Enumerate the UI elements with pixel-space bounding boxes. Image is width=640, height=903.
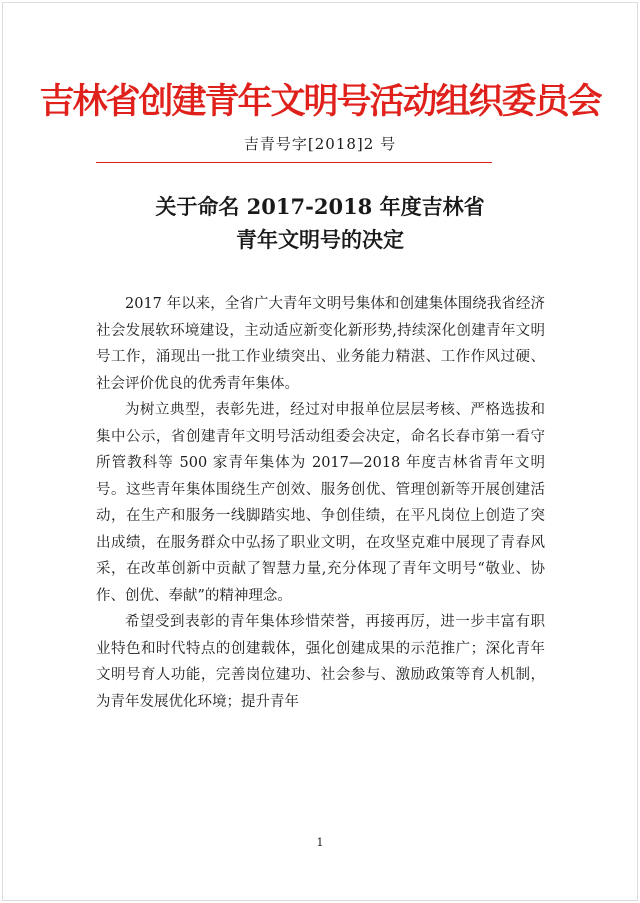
red-divider-line xyxy=(96,162,492,163)
document-title-line-1: 关于命名 2017-2018 年度吉林省 xyxy=(155,194,485,219)
body-paragraph-3: 希望受到表彰的青年集体珍惜荣誉，再接再厉，进一步丰富有职业特色和时代特点的创建载体，强化创建成果的示范推广；深化青年文明号育人功能，完善岗位建功、社会参与、激励政策等育人机制，为青年发展优化环境；提升青年 xyxy=(96,614,545,710)
issuing-organization-header: 吉林省创建青年文明号活动组织委员会 xyxy=(39,82,601,122)
body-paragraph-2: 为树立典型，表彰先进，经过对申报单位层层考核、严格选拔和集中公示，省创建青年文明号活动组委会决定，命名长春市第一看守所管教科等 500 家青年集体为 2017—2018 年度吉林省青年文明号。这些青年集体围绕生产创效、服务创优、管理创新等开展创建活动，在生产和服务一线脚踏实地、争创佳绩，在平凡岗位上创造了突出成绩，在服务群众中弘扬了职业文明，在攻坚克难中展现了青春风采，在改革创新中贡献了智慧力量,充分体现了青年文明号“敬业、协作、创优、奉献”的精神理念。 xyxy=(96,402,545,604)
document-title-line-2: 青年文明号的决定 xyxy=(236,227,404,252)
document-number: 吉青号字[2018]2 号 xyxy=(243,135,397,153)
document-title xyxy=(0,190,640,256)
page-number: 1 xyxy=(316,836,324,849)
body-paragraph-1: 2017 年以来，全省广大青年文明号集体和创建集体围绕我省经济社会发展软环境建设，主动适应新变化新形势,持续深化创建青年文明号工作，涌现出一批工作业绩突出、业务能力精湛、工作作风过硬、社会评价优良的优秀青年集体。 xyxy=(96,296,545,392)
document-body xyxy=(96,291,545,715)
